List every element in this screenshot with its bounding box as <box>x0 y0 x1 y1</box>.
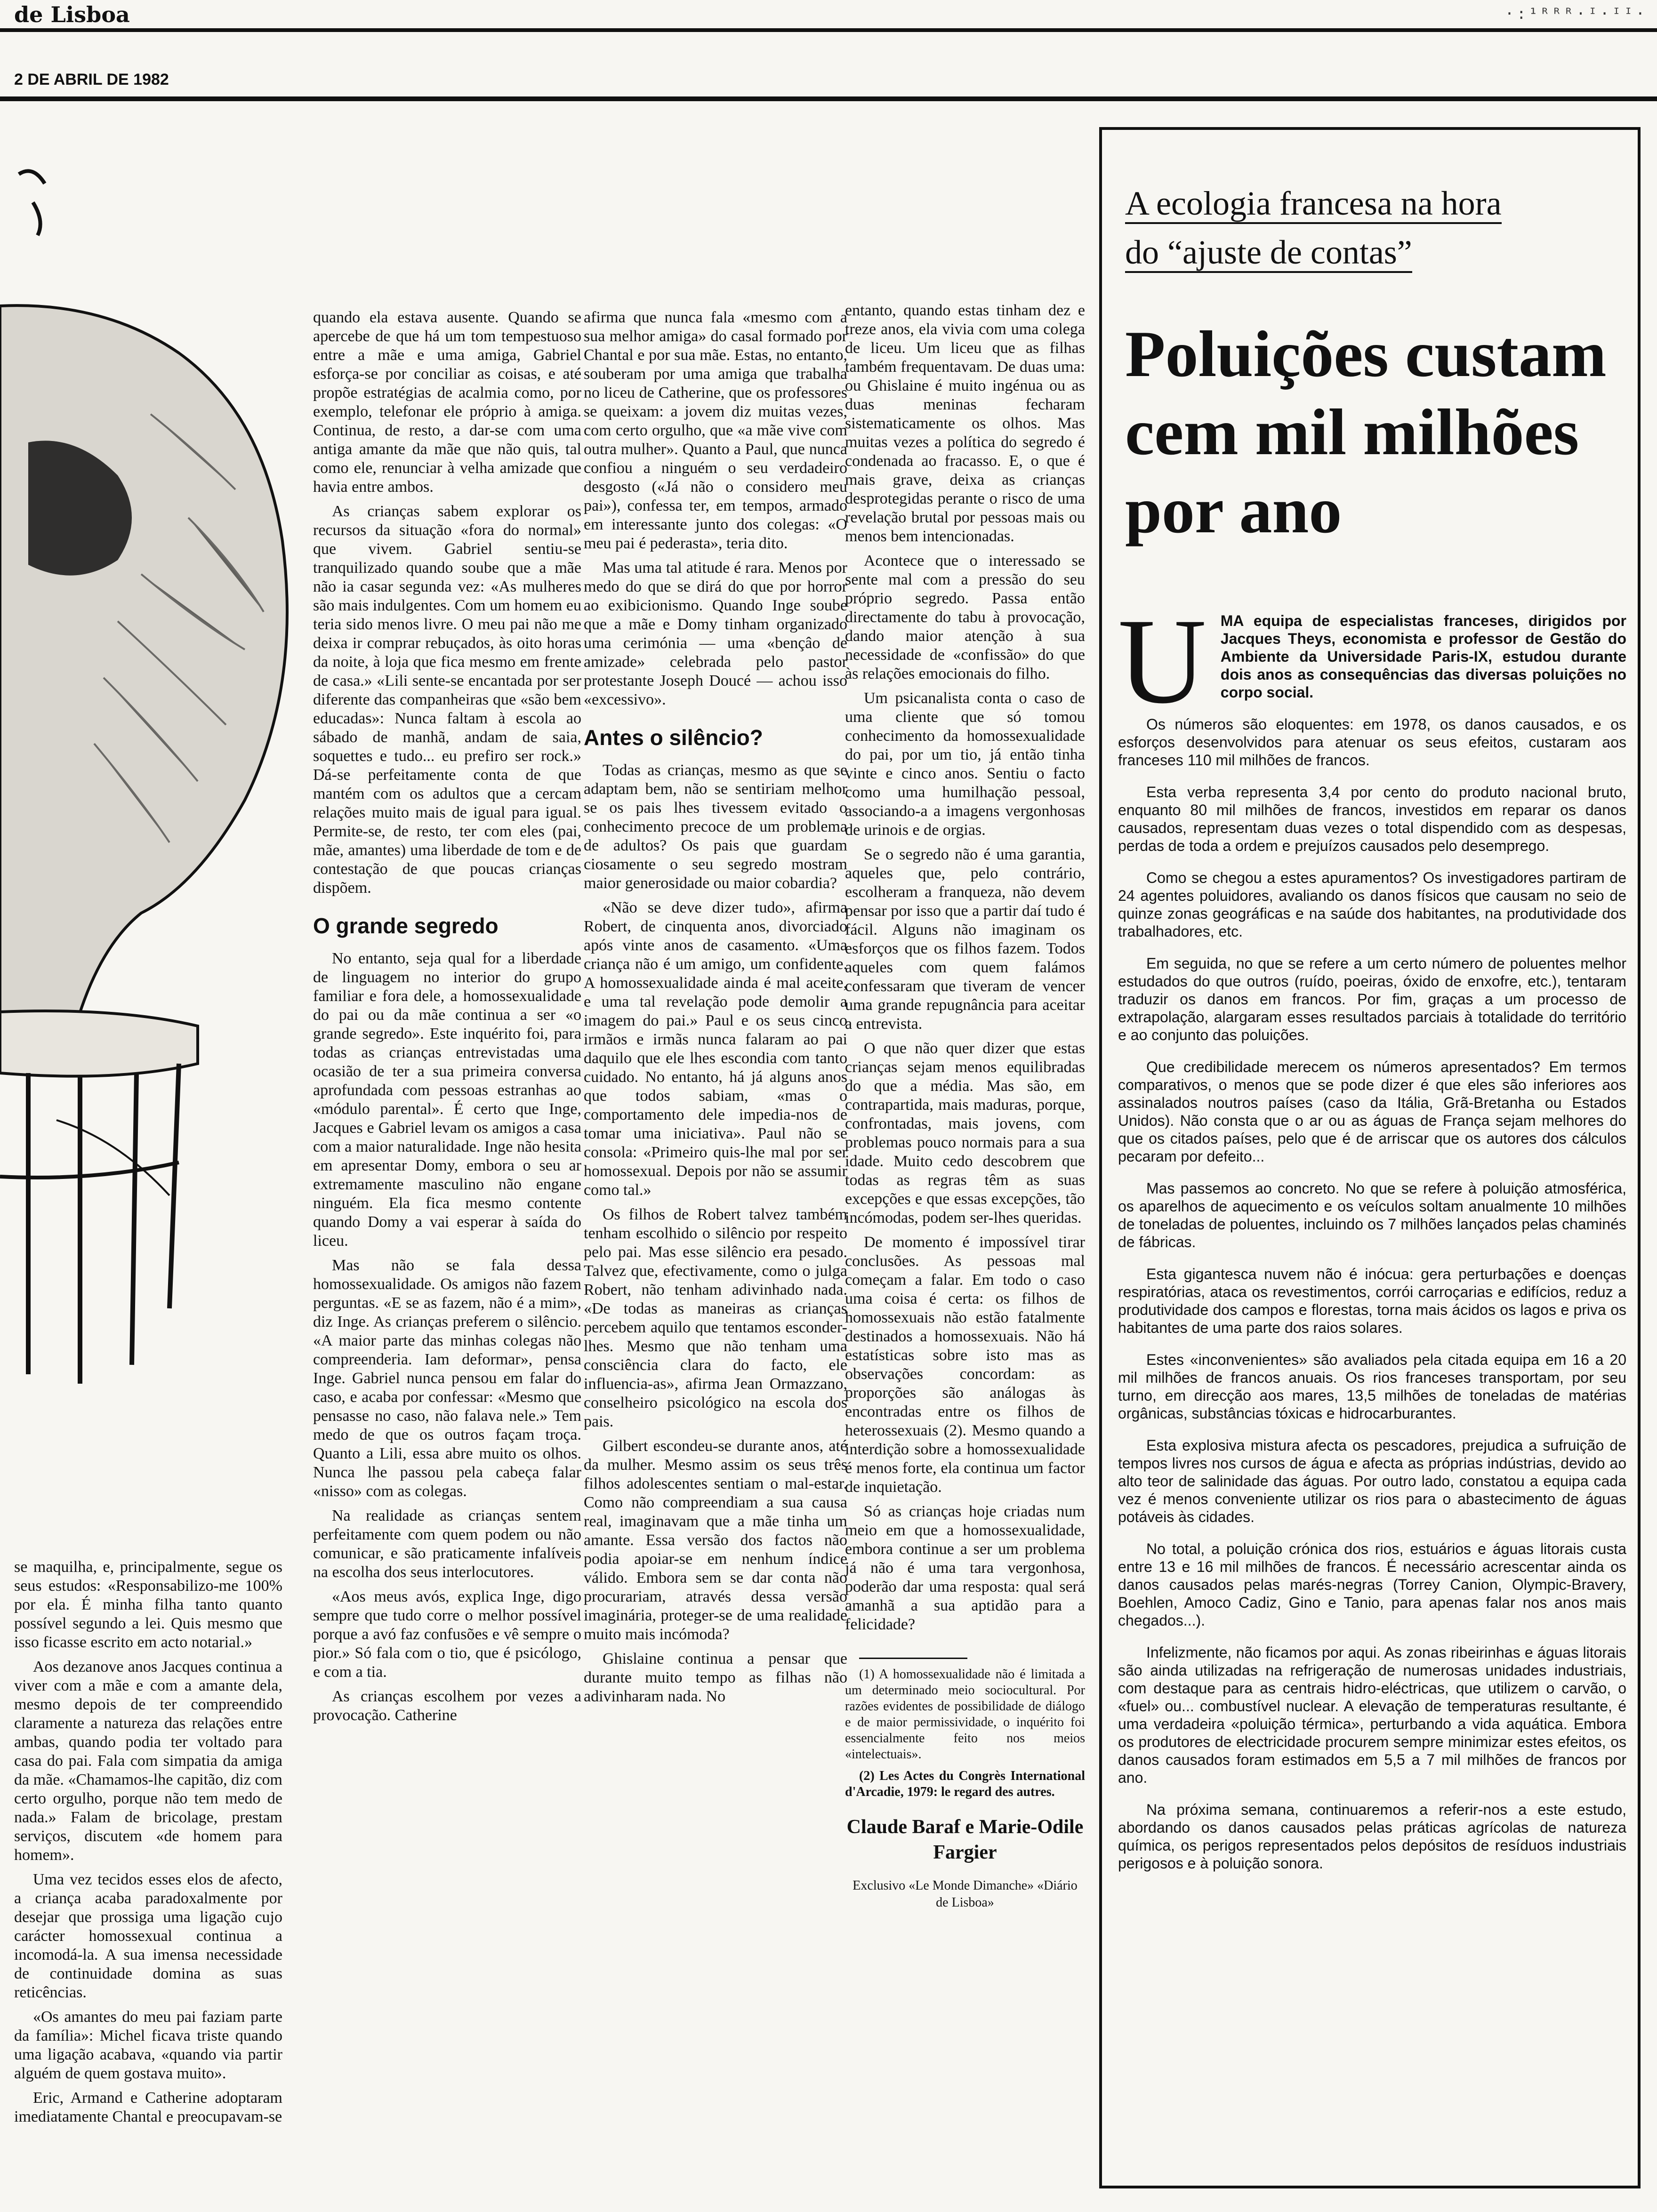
box-paragraph: Esta explosiva mistura afecta os pescadores, prejudica a sufruição de tempos livres nos cursos de água e afecta as próprias indústrias, devido ao alto teor de salinidade das águas. Por outro lado, constatou a equipa cada vez é menos conveniente utilizar os rios para o abastecimento de águas potáveis às cidades. <box>1118 1437 1626 1525</box>
column-3-paragraph: Mas uma tal atitude é rara. Menos por medo do que se dirá do que por horror ao exibicionismo. Quando Inge soube que a mãe e Domy tinham organizado uma cerimónia — uma «bençâo de amizade» celebrada pelo pastor protestante Joseph Doucé — achou isso «excessivo». <box>584 559 847 708</box>
box-paragraph: Na próxima semana, continuaremos a referir-nos a este estudo, abordando os danos causados pelas práticas agrícolas de natureza química, os perigos representados pelos depósitos de resíduos industriais perigosos e à poluição sonora. <box>1118 1801 1626 1872</box>
footnote-2: (2) Les Actes du Congrès International d'Arcadie, 1979: le regard des autres. <box>845 1769 1085 1799</box>
masthead <box>0 0 1657 32</box>
column-1 <box>14 1558 282 2132</box>
column-4 <box>845 301 1085 1911</box>
box-paragraph: Como se chegou a estes apuramentos? Os investigadores partiram de 24 agentes poluidores, avaliando os danos físicos que causam no seio de quinze zonas geográficas e na saúde dos habitantes, na produtividade dos trabalhadores, etc. <box>1118 869 1626 940</box>
drop-cap: U <box>1118 593 1207 729</box>
column-2-paragraph: No entanto, seja qual for a liberdade de linguagem no interior do grupo familiar e fora dele, a homossexualidade do pai ou da mãe continua a ser «o grande segredo». Este inquérito foi, para todas as crianças entrevistadas uma ocasião de ter a sua primeira conversa aprofundada com pessoas estranhas ao «módulo parental». É certo que Inge, Jacques e Gabriel levam os amigos a casa com a maior naturalidade. Inge não hesita em apresentar Domy, embora o seu ar extremamente masculino não engane ninguém. Ela fica mesmo contente quando Domy a vai esperar à saída do liceu. <box>313 950 581 1250</box>
kicker-line-2: do “ajuste de contas” <box>1125 233 1412 273</box>
column-1-paragraph: se maquilha, e, principalmente, segue os seus estudos: «Responsabilizo-me 100% por ela. É minha filha tanto quanto possível segundo a lei. Quis mesmo que isso ficasse escrito em acto notarial.» <box>14 1558 282 1651</box>
column-2-paragraph: Mas não se fala dessa homossexualidade. Os amigos não fazem perguntas. «E se as fazem, não é a mim», diz Inge. As crianças preferem o silêncio. «A maior parte das minhas colegas não compreenderia. Iam deformar», pensa Inge. Gabriel nunca pensou em falar do caso, e acaba por confessar: «Mesmo que pensasse no caso, não falava nele.» Tem medo de que os outros façam troça. Quanto a Lili, essa abre muito os olhos. Nunca lhe passou pela cabeça falar «nisso» com as colegas. <box>313 1257 581 1500</box>
dateline: 2 DE ABRIL DE 1982 <box>14 71 169 88</box>
column-2 <box>313 308 581 1731</box>
column-1-paragraph: «Os amantes do meu pai faziam parte da família»: Michel ficava triste quando uma ligação acabava, «quando via partir alguém de quem gostava muito». <box>14 2008 282 2082</box>
footnote-rule <box>859 1658 967 1659</box>
column-3-paragraph: Gilbert escondeu-se durante anos, até da mulher. Mesmo assim os seus três filhos adolescentes sentiam o mal-estar. Como não compreendiam a sua causa real, imaginavam que a mãe tinha um amante. Essa versão dos factos não podia apoiar-se em nenhum índice válido. Embora sem se dar conta não procurariam, através dessa versão imaginária, proteger-se de uma realidade muito mais incómoda? <box>584 1437 847 1643</box>
lead-text: MA equipa de especialistas franceses, dirigidos por Jacques Theys, economista e professor de Gestão do Ambiente da Universidade Paris-IX, estudou durante dois anos as consequências das diversas poluições no corpo social. <box>1220 612 1626 701</box>
footnotes <box>845 1667 1085 1800</box>
column-3 <box>584 308 847 1712</box>
box-paragraph: No total, a poluição crónica dos rios, estuários e águas litorais custa entre 13 e 16 mil milhões de francos. É necessário acrescentar ainda os danos causados pelas marés-negras (Torrey Canion, Olympic-Bravery, Boehlen, Amoco Cadiz, Gino e Tanio, para apenas falar nos anos mais chegados...). <box>1118 1540 1626 1629</box>
column-3-paragraph: «Não se deve dizer tudo», afirma Robert, de cinquenta anos, divorciado após vinte anos de casamento. «Uma criança não é um amigo, um confidente. A homossexualidade ainda é mal aceite, e uma tal revelação pode demolir a imagem do pai.» Paul e os seus cinco irmãos e irmãs nunca falaram ao pai daquilo que ele lhes escondia com tanto cuidado. No entanto, há já alguns anos que todos sabiam, «mas o comportamento dele impedia-nos de tomar uma iniciativa». Paul não se consola: «Primeiro quis-lhe mal por ser homossexual. Depois por não se assumir como tal.» <box>584 899 847 1199</box>
column-2-paragraph: Na realidade as crianças sentem perfeitamente com quem podem ou não comunicar, e são praticamente infalíveis na escolha dos seus interlocutores. <box>313 1507 581 1581</box>
column-4-paragraph: O que não quer dizer que estas crianças sejam menos equilibradas do que a média. Mas são, em contrapartida, mais maduras, porque, confrontadas, mais jovens, com problemas pouco normais para a sua idade. Muito cedo descobrem que todas as regras têm as suas excepções e que essas excepções, tão incómodas, podem ser-lhes queridas. <box>845 1040 1085 1226</box>
kicker-line-1: A ecologia francesa na hora <box>1125 184 1502 224</box>
box-paragraph: Esta gigantesca nuvem não é inócua: gera perturbações e doenças respiratórias, ataca os revestimentos, corrói carroçarias e edifícios, reduz a produtividade dos campos e florestas, torna mais ácidos os lagos e priva os habitantes de uma parte dos raios solares. <box>1118 1266 1626 1336</box>
column-2-paragraph: «Aos meus avós, explica Inge, digo sempre que tudo corre o melhor possível porque a avó faz confusões e vê sempre o pior.» Só fala com o tio, que é psicólogo, e com a tia. <box>313 1588 581 1681</box>
column-4-paragraph: Só as crianças hoje criadas num meio em que a homossexualidade, embora continue a ser um problema já não é uma tara vergonhosa, poderão dar uma resposta: qual será amanhã a sua aptidão para a felicidade? <box>845 1503 1085 1633</box>
box-paragraph: Em seguida, no que se refere a um certo número de poluentes melhor estudados do que outros (ruído, poeiras, óxido de enxofre, etc.), tentaram traduzir os danos em francos. Por fim, graças a um processo de extrapolação, alargaram esses resultados parciais à totalidade do território e ao conjunto das poluições. <box>1118 955 1626 1043</box>
illustration <box>0 151 301 1544</box>
box-paragraph: Esta verba representa 3,4 por cento do produto nacional bruto, enquanto 80 mil milhões de francos, investidos em reparar os danos causados, representam duas vezes o total dispendido com as despesas, perdas de toda a ordem e prejuízos causados pelo desemprego. <box>1118 784 1626 854</box>
column-4-paragraph: De momento é impossível tirar conclusões. As pessoas mal começam a falar. Em todo o caso uma coisa é certa: os filhos de homossexuais não estão fatalmente destinados a homossexuais. Não há estatísticas sobre isto mas as observações concordam: as proporções são análogas às encontradas entre os filhos de heterossexuais (2). Mesmo quando a interdição sobre a homossexualidade é menos forte, ela continua um factor de inquietação. <box>845 1234 1085 1496</box>
box-paragraph: Que credibilidade merecem os números apresentados? Em termos comparativos, o menos que se pode dizer é que eles são inferiores aos assinalados noutros países (caso da Itália, Grã-Bretanha ou Estados Unidos). Não consta que o ar ou as águas de França sejam melhores do que os citados países, pelo que é de arriscar que os autores dos cálculos pecaram por defeito... <box>1118 1058 1626 1165</box>
box-paragraph: Os números são eloquentes: em 1978, os danos causados, e os esforços desenvolvidos para atenuar os seus efeitos, custaram aos franceses 110 mil milhões de francos. <box>1118 716 1626 769</box>
column-2-paragraph: quando ela estava ausente. Quando se apercebe de que há um tom tempestuoso entre a mãe e uma amiga, Gabriel esforça-se por conciliar as coisas, e até propõe estratégias de acalmia como, por exemplo, telefonar ele próprio à amiga. Continua, de resto, a dar-se com uma antiga amante da mãe que não quis, tal como ele, renunciar à velha amizade que havia entre ambos. <box>313 309 581 496</box>
subheading-grande-segredo: O grande segredo <box>313 914 499 938</box>
subheading-antes-silencio: Antes o silêncio? <box>584 725 763 750</box>
masthead-right: ·:¹ᴿᴿᴿ·ᴵ·ᴵᴵ· <box>1504 5 1648 23</box>
column-1-paragraph: Uma vez tecidos esses elos de afecto, a criança acaba paradoxalmente por desejar que prossiga uma ligação cujo carácter homossexual continua a incomodá-la. A sua imensa necessidade de continuidade domina as suas reticências. <box>14 1871 282 2001</box>
column-1-paragraph: Aos dezanove anos Jacques continua a viver com a mãe e com a amante dela, mesmo depois de ter compreendido claramente a natureza das relações entre ambas, quando podia ter voltado para casa do pai. Fala com simpatia da amiga da mãe. «Chamamos-lhe capitão, diz com certo orgulho, porque não tem medo de nada.» Falam de bricolage, prestam serviços, discutem «de homem para homem». <box>14 1658 282 1864</box>
column-3-paragraph: Os filhos de Robert talvez também tenham escolhido o silêncio por respeito pelo pai. Mas esse silêncio era pesado. Talvez que, efectivamente, como o julga Robert, não tenham adivinhado nada. «De todas as maneiras as crianças percebem aquilo que tentamos esconder-lhes. Mesmo que não tenham uma consciência clara do facto, ele influencia-as», afirma Jean Ormazzano, conselheiro psicológico na escola dos pais. <box>584 1206 847 1430</box>
byline: Claude Baraf e Marie-Odile Fargier <box>846 1816 1084 1863</box>
column-2-paragraph: As crianças escolhem por vezes a provocação. Catherine <box>313 1688 581 1724</box>
column-3-paragraph: afirma que nunca fala «mesmo com a sua melhor amiga» do casal formado por Chantal e por sua mãe. Estas, no entanto, souberam por uma amiga que trabalha no liceu de Catherine, que os professores se queixam: a jovem diz muitas vezes, com certo orgulho, que «a mãe vive com outra mulher». Quanto a Paul, que nunca confiou a ninguém o seu verdadeiro desgosto («Já não o considero meu pai»), confessa ter, em tempos, armado em interessante junto dos colegas: «O meu pai é pederasta», teria dito. <box>584 309 847 552</box>
column-4-paragraph: entanto, quando estas tinham dez e treze anos, ela vivia com uma colega de liceu. Um liceu que as filhas também frequentavam. De duas uma: ou Ghislaine é muito ingénua ou as duas meninas fecharam sistematicamente os olhos. Mas muitas vezes a política do segredo é condenada ao fracasso. E, o que é mais grave, deixa as crianças desprotegidas perante o risco de uma revelação brutal por pessoas mais ou menos bem intencionadas. <box>845 302 1085 545</box>
column-3-paragraph: Ghislaine continua a pensar que durante muito tempo as filhas não adivinharam nada. No <box>584 1650 847 1705</box>
column-4-paragraph: Um psicanalista conta o caso de uma cliente que só tomou conhecimento da homossexualidade do pai, por um tio, já então tinha vinte e cinco anos. Sentiu o facto como uma humilhação pessoal, associando-a a imagens vergonhosas de urinois e de orgias. <box>845 689 1085 839</box>
column-4-paragraph: Acontece que o interessado se sente mal com a pressão do seu próprio segredo. Passa então directamente do tabu à provocação, dando maior atenção à sua necessidade de «confissão» do que às relações emocionais do filho. <box>845 552 1085 682</box>
column-2-paragraph: As crianças sabem explorar os recursos da situação «fora do normal» que vivem. Gabriel sentiu-se tranquilizado quando soube que a mãe não ia casar segunda vez: «As mulheres são mais indulgentes. Com um homem eu teria sido menos livre. O meu pai não me deixa ir comprar rebuçados, às oito horas da noite, à loja que fica mesmo em frente de casa.» «Lili sente-se encantada por ser diferente das companheiras que «são bem educadas»: Nunca faltam à escola ao sábado de manhã, andam de saia, soquettes e tudo... eu prefiro ser rock.» Dá-se perfeitamente conta de que mantém com os adultos que a cercam relações muito mais de igual para igual. Permite-se, de resto, ter com eles (pai, mãe, amantes) uma liberdade de tom e de contestação de que poucas crianças dispõem. <box>313 503 581 897</box>
masthead-title: de Lisboa <box>14 2 130 27</box>
box-paragraph: Infelizmente, não ficamos por aqui. As zonas ribeirinhas e águas litorais são ainda utilizadas na refrigeração de numerosas unidades industriais, com destaque para as centrais hidro-eléctricas, que utilizem o carvão, o «fuel» ou... combustível nuclear. A elevação de temperaturas resultante, é uma verdadeira «poluição térmica», perturbando a vida aquática. Embora os produtores de electricidade procurem sempre minimizar estes efeitos, os danos causados foram estimados em 5,5 a 7 mil milhões de francos por ano. <box>1118 1644 1626 1786</box>
credit-line: Exclusivo «Le Monde Dimanche» «Diário de Lisboa» <box>853 1878 1078 1910</box>
column-4-paragraph: Se o segredo não é uma garantia, aqueles que, pelo contrário, escolheram a franqueza, não devem pensar por isso que a partir daí tudo é fácil. Alguns não imaginam os esforços que os filhos fazem. Todos aqueles com quem falámos confessaram que tiveram de vencer uma grande repugnância para aceitar a entrevista. <box>845 846 1085 1033</box>
box-paragraph: Mas passemos ao concreto. No que se refere à poluição atmosférica, os aparelhos de aquecimento e os veículos soltam anualmente 10 milhões de toneladas de poluentes, incluindo os 7 milhões lançados pelas chaminés de fábricas. <box>1118 1180 1626 1250</box>
kicker <box>1125 179 1619 277</box>
box-article-body <box>1118 593 1626 1886</box>
header-rule <box>0 96 1657 101</box>
lead-paragraph <box>1118 593 1626 729</box>
column-3-paragraph: Todas as crianças, mesmo as que se adaptam bem, não se sentiriam melhor se os pais lhes tivessem evitado o conhecimento precoce de um problema de adultos? Os pais que guardam ciosamente o seu segredo mostram maior generosidade ou maior cobardia? <box>584 761 847 892</box>
box-paragraph: Estes «inconvenientes» são avaliados pela citada equipa em 16 a 20 mil milhões de francos anuais. Os rios franceses transportam, por seu turno, em direcção aos mares, 13,5 milhões de toneladas de matérias orgânicas, substâncias tóxicas e hidrocarburantes. <box>1118 1351 1626 1422</box>
footnote-1: (1) A homossexualidade não é limitada a um determinado meio sociocultural. Por razões evidentes de possibilidade de diálogo e de maior permissividade, o inquérito foi essencialmente feito nos meios «intelectuais». <box>845 1667 1085 1762</box>
headline: Poluições custam cem mil milhões por ano <box>1125 318 1607 547</box>
column-1-paragraph: Eric, Armand e Catherine adoptaram imediatamente Chantal e preocupavam-se <box>14 2089 282 2125</box>
